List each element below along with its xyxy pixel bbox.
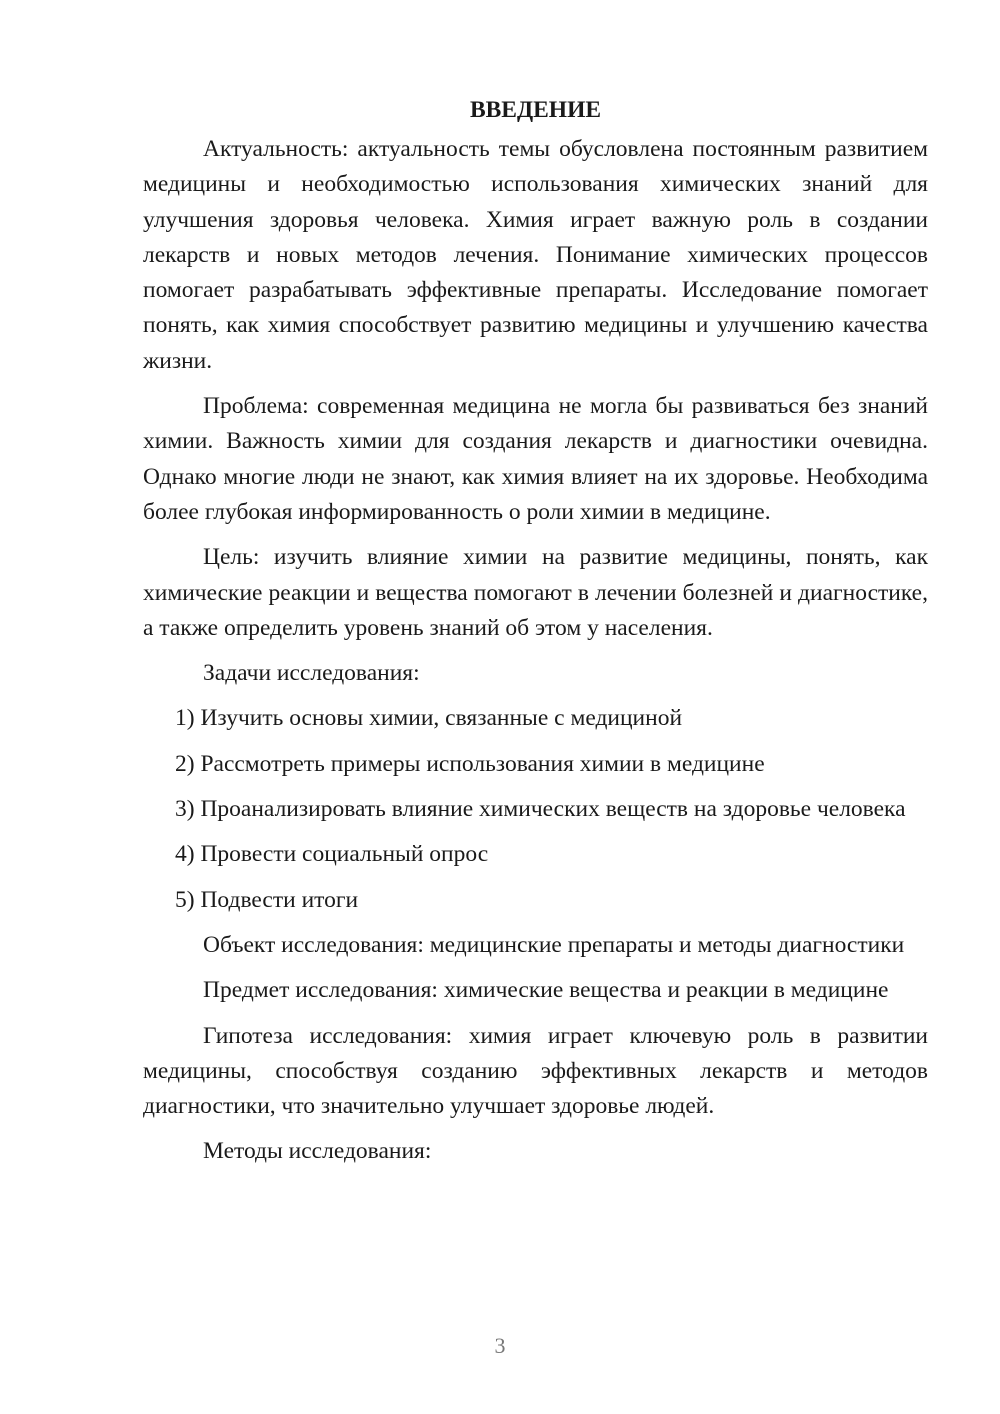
page-heading: ВВЕДЕНИЕ (469, 97, 602, 123)
page-content (143, 92, 928, 1180)
page-number: 3 (494, 1333, 506, 1358)
paragraph-object: Объект исследования: медицинские препараты и методы диагностики (203, 931, 905, 958)
paragraph-relevance: Актуальность: актуальность темы обусловлена постоянным развитием медицины и необходимостью использования химических знаний для улучшения здоровья человека. Химия играет важную роль в создании лекарств и новых методов лечения. Понимание химических процессов помогает разрабатывать эффективные препараты. Исследование помогает понять, как химия способствует развитию медицины и улучшению качества жизни. (143, 136, 928, 374)
paragraph-problem: Проблема: современная медицина не могла бы развиваться без знаний химии. Важность химии для создания лекарств и диагностики очевидна. Однако многие люди не знают, как химия влияет на их здоровье. Необходима более глубокая информированность о роли химии в медицине. (143, 393, 928, 525)
task-item-4: 4) Провести социальный опрос (175, 841, 489, 868)
task-item-1: 1) Изучить основы химии, связанные с медициной (175, 705, 683, 732)
paragraph-hypothesis: Гипотеза исследования: химия играет ключевую роль в развитии медицины, способствуя созданию эффективных лекарств и методов диагностики, что значительно улучшает здоровье людей. (143, 1022, 928, 1120)
task-item-2: 2) Рассмотреть примеры использования химии в медицине (175, 750, 765, 777)
task-item-5: 5) Подвести итоги (175, 886, 359, 913)
tasks-title: Задачи исследования: (203, 660, 420, 687)
paragraph-goal: Цель: изучить влияние химии на развитие медицины, понять, как химические реакции и вещества помогают в лечении болезней и диагностике, а также определить уровень знаний об этом у населения. (143, 544, 928, 641)
task-item-3: 3) Проанализировать влияние химических веществ на здоровье человека (175, 796, 906, 823)
paragraph-subject: Предмет исследования: химические вещества и реакции в медицине (203, 977, 889, 1004)
methods-title: Методы исследования: (203, 1138, 432, 1165)
